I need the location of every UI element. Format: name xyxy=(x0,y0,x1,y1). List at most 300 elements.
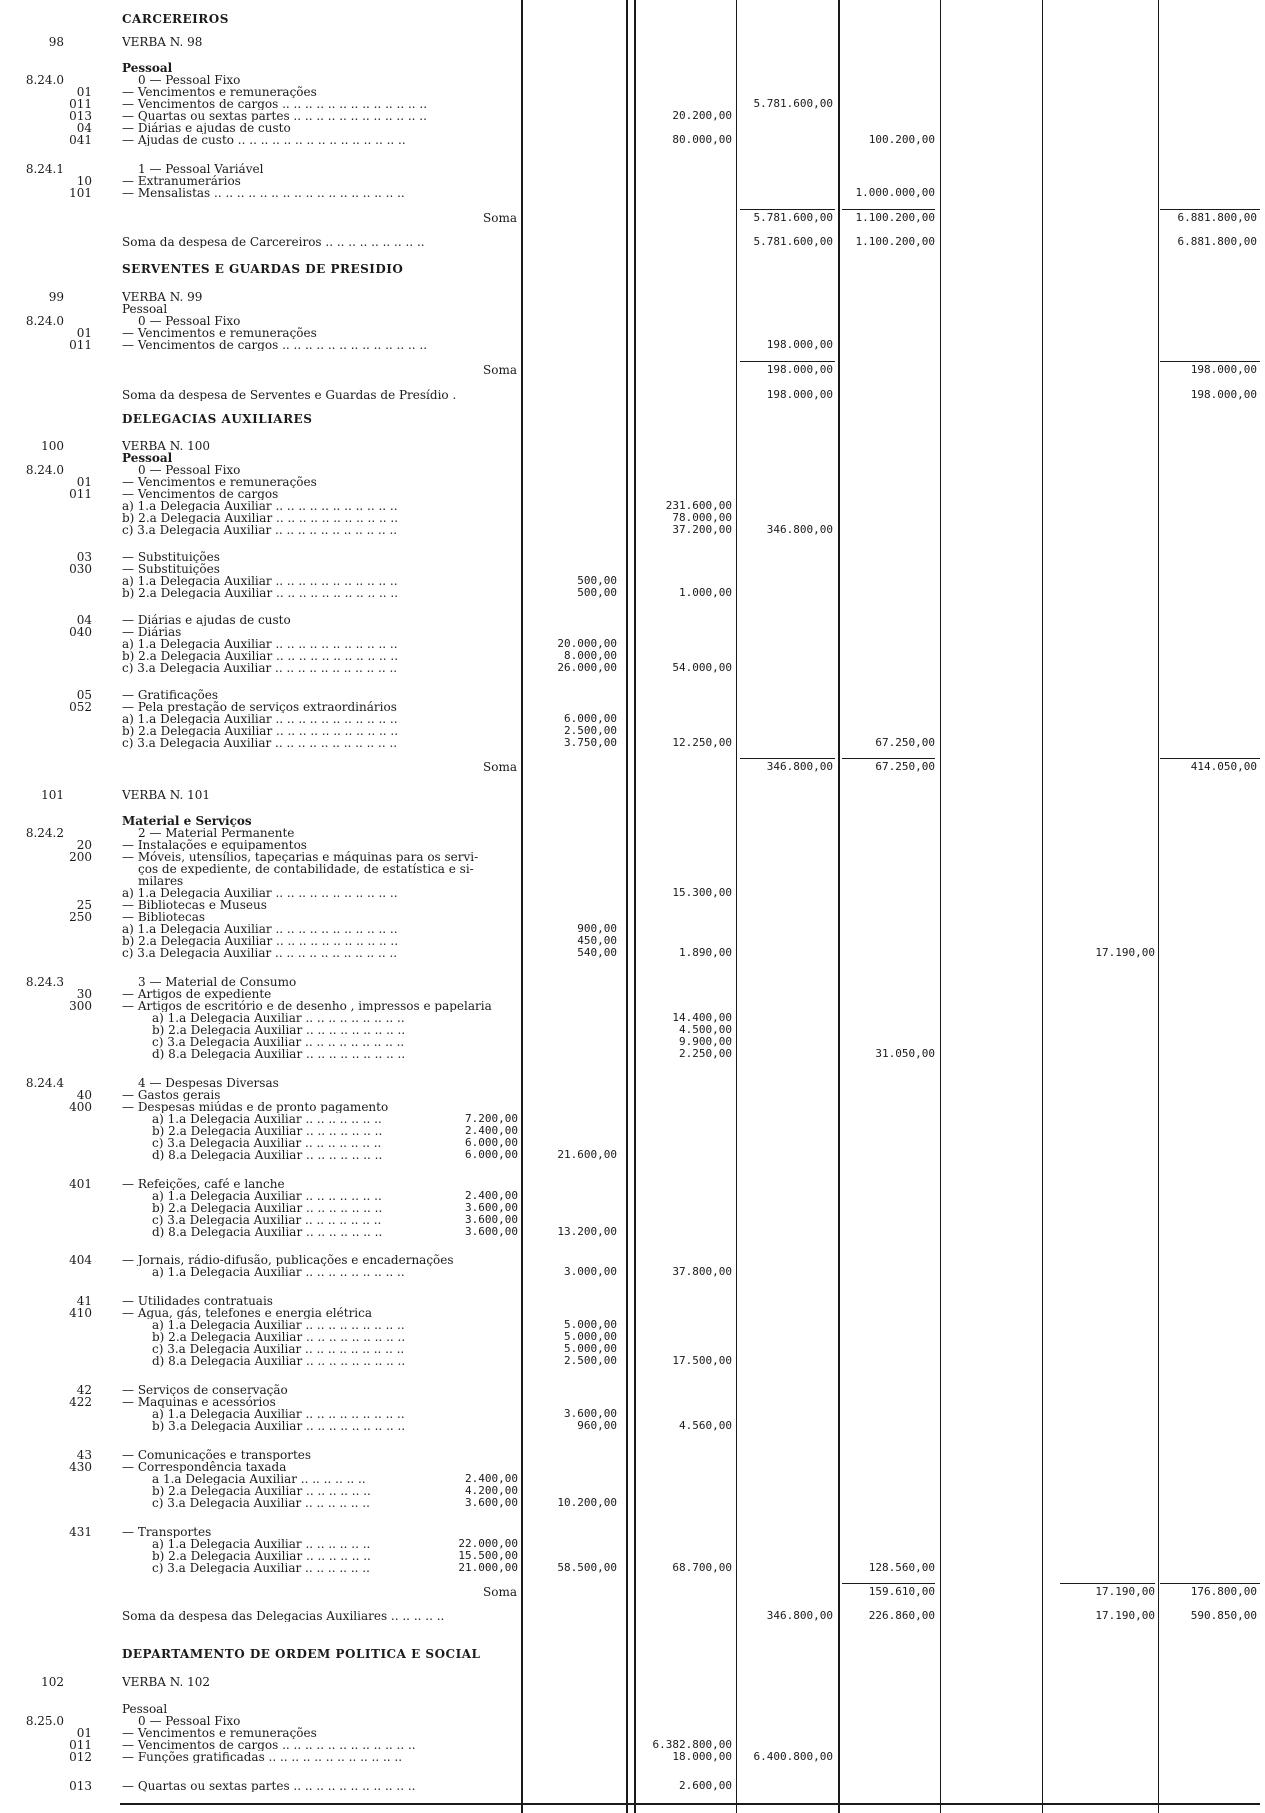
item-code: 25 xyxy=(76,898,92,912)
budget-row xyxy=(0,947,1265,959)
item-description: — Transportes xyxy=(122,1526,212,1538)
item-description: — Maquinas e acessórios xyxy=(122,1396,276,1408)
item-description: a) 1.a Delegacia Auxiliar .. .. .. .. .. .. xyxy=(152,1538,371,1550)
budget-row xyxy=(0,364,1265,376)
item-description: a) 1.a Delegacia Auxiliar .. .. .. .. .. .. .. .. .. .. .. xyxy=(122,638,398,650)
budget-row xyxy=(0,13,1265,25)
amount-cell: 198.000,00 xyxy=(1190,388,1257,401)
budget-row xyxy=(0,1550,1265,1562)
item-code: 41 xyxy=(76,1294,92,1308)
amount-cell: 2.400,00 xyxy=(465,1472,518,1485)
item-code: 300 xyxy=(69,999,92,1013)
budget-row xyxy=(0,1125,1265,1137)
amount-cell: 450,00 xyxy=(577,934,617,947)
item-code: 43 xyxy=(76,1448,92,1462)
amount-cell: 159.610,00 xyxy=(868,1585,935,1598)
budget-row xyxy=(0,1727,1265,1739)
item-description: — Vencimentos e remunerações xyxy=(122,327,317,339)
budget-row xyxy=(0,1178,1265,1190)
budget-row xyxy=(0,86,1265,98)
verba-code: 8.24.0 xyxy=(25,463,64,477)
budget-row xyxy=(0,1254,1265,1266)
sum-rule xyxy=(1160,758,1260,759)
item-description: — Vencimentos de cargos xyxy=(122,488,279,500)
amount-cell: 7.200,00 xyxy=(465,1112,518,1125)
amount-cell: 8.000,00 xyxy=(564,649,617,662)
budget-row xyxy=(0,701,1265,713)
amount-cell: 6.881.800,00 xyxy=(1177,211,1257,224)
item-description: b) 2.a Delegacia Auxiliar .. .. .. .. .. .. xyxy=(152,1550,371,1562)
item-code: 410 xyxy=(69,1306,92,1320)
verba-code: 8.24.3 xyxy=(25,975,64,989)
budget-row xyxy=(0,1461,1265,1473)
budget-row xyxy=(0,1408,1265,1420)
item-description: — Diárias xyxy=(122,626,182,638)
budget-row xyxy=(0,1485,1265,1497)
amount-cell: 198.000,00 xyxy=(766,338,833,351)
item-description: — Serviços de conservação xyxy=(122,1384,288,1396)
budget-row xyxy=(0,1137,1265,1149)
amount-cell: 3.600,00 xyxy=(465,1225,518,1238)
amount-cell: 2.400,00 xyxy=(465,1124,518,1137)
item-code: 431 xyxy=(69,1525,92,1539)
budget-row xyxy=(0,638,1265,650)
sum-rule xyxy=(740,209,835,210)
item-description: a 1.a Delegacia Auxiliar .. .. .. .. .. .. xyxy=(152,1473,366,1485)
amount-cell: 2.600,00 xyxy=(679,1779,732,1792)
amount-cell: 960,00 xyxy=(577,1419,617,1432)
item-description: — Artigos de escritório e de desenho , impressos e papelaria xyxy=(122,1000,492,1012)
amount-cell: 20.200,00 xyxy=(672,109,732,122)
amount-cell: 1.100.200,00 xyxy=(855,235,935,248)
amount-cell: 15.500,00 xyxy=(458,1549,518,1562)
amount-cell: 176.800,00 xyxy=(1190,1585,1257,1598)
amount-cell: 414.050,00 xyxy=(1190,760,1257,773)
amount-cell: 21.600,00 xyxy=(557,1148,617,1161)
budget-row xyxy=(0,1024,1265,1036)
item-description: ços de expediente, de contabilidade, de estatística e si- xyxy=(138,863,474,875)
budget-row xyxy=(0,737,1265,749)
budget-row xyxy=(0,236,1265,248)
budget-row xyxy=(0,1214,1265,1226)
budget-row xyxy=(0,212,1265,224)
budget-row xyxy=(0,440,1265,452)
item-code: 04 xyxy=(76,613,92,627)
sum-rule xyxy=(842,758,935,759)
amount-cell: 67.250,00 xyxy=(875,760,935,773)
budget-row xyxy=(0,887,1265,899)
amount-cell: 31.050,00 xyxy=(875,1047,935,1060)
item-description: a) 1.a Delegacia Auxiliar .. .. .. .. .. .. .. .. .. .. .. xyxy=(122,500,398,512)
verba-code: 8.24.0 xyxy=(25,314,64,328)
amount-cell: 231.600,00 xyxy=(665,499,732,512)
amount-cell: 9.900,00 xyxy=(679,1035,732,1048)
sum-rule xyxy=(1160,1583,1260,1584)
item-description: b) 2.a Delegacia Auxiliar .. .. .. .. .. .. .. xyxy=(152,1202,383,1214)
budget-row xyxy=(0,575,1265,587)
item-description: c) 3.a Delegacia Auxiliar .. .. .. .. .. .. .. .. .. .. .. xyxy=(122,947,398,959)
item-description: VERBA N. 99 xyxy=(122,291,203,303)
item-description: — Diárias e ajudas de custo xyxy=(122,614,291,626)
amount-cell: 5.000,00 xyxy=(564,1318,617,1331)
verba-code: 8.24.4 xyxy=(25,1076,64,1090)
budget-row xyxy=(0,98,1265,110)
item-code: 03 xyxy=(76,550,92,564)
budget-row xyxy=(0,524,1265,536)
amount-cell: 346.800,00 xyxy=(766,760,833,773)
amount-cell: 68.700,00 xyxy=(672,1561,732,1574)
item-code: 011 xyxy=(69,97,92,111)
budget-row xyxy=(0,62,1265,74)
item-description: c) 3.a Delegacia Auxiliar .. .. .. .. .. .. xyxy=(152,1497,370,1509)
item-description: — Quartas ou sextas partes .. .. .. .. .. .. .. .. .. .. .. .. xyxy=(122,110,427,122)
item-code: 04 xyxy=(76,121,92,135)
budget-row xyxy=(0,36,1265,48)
budget-row xyxy=(0,1089,1265,1101)
item-description: Material e Serviços xyxy=(122,815,252,827)
item-description: — Mensalistas .. .. .. .. .. .. .. .. .. .. .. .. .. .. .. .. .. xyxy=(122,187,405,199)
sum-rule xyxy=(1060,1583,1155,1584)
item-description: — Despesas miúdas e de pronto pagamento xyxy=(122,1101,389,1113)
amount-cell: 3.600,00 xyxy=(465,1201,518,1214)
item-description: b) 2.a Delegacia Auxiliar .. .. .. .. .. .. .. .. .. .. .. xyxy=(122,512,399,524)
item-description: 0 — Pessoal Fixo xyxy=(138,1715,241,1727)
item-description: — Agua, gás, telefones e energia elétrica xyxy=(122,1307,373,1319)
budget-row xyxy=(0,476,1265,488)
section-heading: DELEGACIAS AUXILIARES xyxy=(122,413,313,425)
amount-cell: 198.000,00 xyxy=(766,388,833,401)
item-description: Soma xyxy=(483,211,517,225)
sum-rule xyxy=(740,361,835,362)
item-description: — Jornais, rádio-difusão, publicações e encadernações xyxy=(122,1254,454,1266)
item-description: Soma xyxy=(483,760,517,774)
item-description: — Vencimentos e remunerações xyxy=(122,1727,317,1739)
budget-row xyxy=(0,1101,1265,1113)
item-description: a) 1.a Delegacia Auxiliar .. .. .. .. .. .. .. .. .. xyxy=(152,1408,405,1420)
amount-cell: 6.382.800,00 xyxy=(652,1738,732,1751)
budget-row xyxy=(0,339,1265,351)
item-description: b) 2.a Delegacia Auxiliar .. .. .. .. .. .. .. .. .. .. .. xyxy=(122,650,399,662)
amount-cell: 15.300,00 xyxy=(672,886,732,899)
item-description: — Comunicações e transportes xyxy=(122,1449,312,1461)
item-description: — Ajudas de custo .. .. .. .. .. .. .. .. .. .. .. .. .. .. .. xyxy=(122,134,406,146)
item-code: 401 xyxy=(69,1177,92,1191)
amount-cell: 346.800,00 xyxy=(766,1609,833,1622)
budget-row xyxy=(0,1113,1265,1125)
budget-row xyxy=(0,1202,1265,1214)
budget-row xyxy=(0,1703,1265,1715)
amount-cell: 10.200,00 xyxy=(557,1496,617,1509)
amount-cell: 900,00 xyxy=(577,922,617,935)
amount-cell: 5.781.600,00 xyxy=(753,211,833,224)
item-description: VERBA N. 102 xyxy=(122,1676,211,1688)
budget-row xyxy=(0,74,1265,86)
amount-cell: 500,00 xyxy=(577,574,617,587)
item-description: 3 — Material de Consumo xyxy=(138,976,297,988)
budget-row xyxy=(0,911,1265,923)
item-code: 052 xyxy=(69,700,92,714)
budget-row xyxy=(0,1319,1265,1331)
item-description: b) 2.a Delegacia Auxiliar .. .. .. .. .. .. .. .. .. .. .. xyxy=(122,935,399,947)
amount-cell: 4.500,00 xyxy=(679,1023,732,1036)
budget-row xyxy=(0,923,1265,935)
sum-rule xyxy=(740,758,835,759)
item-description: Soma xyxy=(483,363,517,377)
amount-cell: 5.781.600,00 xyxy=(753,235,833,248)
item-description: b) 2.a Delegacia Auxiliar .. .. .. .. .. .. .. .. .. xyxy=(152,1331,406,1343)
item-description: d) 8.a Delegacia Auxiliar .. .. .. .. .. .. .. xyxy=(152,1226,383,1238)
amount-cell: 3.600,00 xyxy=(465,1213,518,1226)
budget-row xyxy=(0,1586,1265,1598)
budget-row xyxy=(0,551,1265,563)
section-heading: SERVENTES E GUARDAS DE PRESÍDIO xyxy=(122,263,404,275)
item-description: — Bibliotecas e Museus xyxy=(122,899,267,911)
amount-cell: 5.000,00 xyxy=(564,1330,617,1343)
amount-cell: 17.190,00 xyxy=(1095,946,1155,959)
amount-cell: 6.881.800,00 xyxy=(1177,235,1257,248)
budget-row xyxy=(0,851,1265,863)
amount-cell: 67.250,00 xyxy=(875,736,935,749)
item-code: 250 xyxy=(69,910,92,924)
item-description: d) 8.a Delegacia Auxiliar .. .. .. .. .. .. .. .. .. xyxy=(152,1048,406,1060)
budget-row xyxy=(0,1751,1265,1763)
budget-row xyxy=(0,315,1265,327)
item-description: — Refeições, café e lanche xyxy=(122,1178,285,1190)
budget-row xyxy=(0,1190,1265,1202)
budget-row xyxy=(0,976,1265,988)
item-description: c) 3.a Delegacia Auxiliar .. .. .. .. .. .. .. .. .. .. .. xyxy=(122,737,398,749)
item-description: VERBA N. 101 xyxy=(122,789,211,801)
budget-row xyxy=(0,134,1265,146)
amount-cell: 100.200,00 xyxy=(868,133,935,146)
item-description: — Substituições xyxy=(122,563,220,575)
verba-code: 8.24.2 xyxy=(25,826,64,840)
bottom-rule xyxy=(120,1803,1260,1805)
budget-row xyxy=(0,1343,1265,1355)
item-code: 01 xyxy=(76,475,92,489)
item-description: — Quartas ou sextas partes .. .. .. .. .. .. .. .. .. .. .. xyxy=(122,1780,416,1792)
item-description: a) 1.a Delegacia Auxiliar .. .. .. .. .. .. .. xyxy=(152,1190,382,1202)
item-code: 011 xyxy=(69,338,92,352)
item-code: 05 xyxy=(76,688,92,702)
budget-row xyxy=(0,1562,1265,1574)
budget-row xyxy=(0,689,1265,701)
amount-cell: 58.500,00 xyxy=(557,1561,617,1574)
budget-row xyxy=(0,464,1265,476)
item-description: — Gastos gerais xyxy=(122,1089,221,1101)
budget-row xyxy=(0,1036,1265,1048)
verba-code: 101 xyxy=(41,788,64,802)
item-description: d) 8.a Delegacia Auxiliar .. .. .. .. .. .. .. xyxy=(152,1149,383,1161)
item-description: a) 1.a Delegacia Auxiliar .. .. .. .. .. .. .. .. .. xyxy=(152,1319,405,1331)
item-description: c) 3.a Delegacia Auxiliar .. .. .. .. .. .. .. .. .. .. .. xyxy=(122,662,398,674)
item-description: — Vencimentos de cargos .. .. .. .. .. .. .. .. .. .. .. .. .. xyxy=(122,98,428,110)
item-code: 200 xyxy=(69,850,92,864)
item-description: c) 3.a Delegacia Auxiliar .. .. .. .. .. .. .. .. .. xyxy=(152,1036,405,1048)
budget-row xyxy=(0,789,1265,801)
amount-cell: 198.000,00 xyxy=(1190,363,1257,376)
budget-row xyxy=(0,1226,1265,1238)
budget-row xyxy=(0,512,1265,524)
item-description: c) 3.a Delegacia Auxiliar .. .. .. .. .. .. .. xyxy=(152,1214,382,1226)
item-code: 101 xyxy=(69,186,92,200)
budget-row xyxy=(0,110,1265,122)
amount-cell: 3.000,00 xyxy=(564,1265,617,1278)
item-code: 011 xyxy=(69,1738,92,1752)
item-description: b) 2.a Delegacia Auxiliar .. .. .. .. .. .. .. xyxy=(152,1125,383,1137)
budget-row xyxy=(0,935,1265,947)
budget-row xyxy=(0,1676,1265,1688)
amount-cell: 80.000,00 xyxy=(672,133,732,146)
item-description: a) 1.a Delegacia Auxiliar .. .. .. .. .. .. .. .. .. .. .. xyxy=(122,923,398,935)
amount-cell: 2.250,00 xyxy=(679,1047,732,1060)
item-description: milares xyxy=(138,875,184,887)
item-description: Pessoal xyxy=(122,1703,168,1715)
amount-cell: 3.600,00 xyxy=(465,1496,518,1509)
budget-row xyxy=(0,650,1265,662)
amount-cell: 37.800,00 xyxy=(672,1265,732,1278)
amount-cell: 2.500,00 xyxy=(564,1354,617,1367)
budget-row xyxy=(0,1780,1265,1792)
amount-cell: 20.000,00 xyxy=(557,637,617,650)
budget-row xyxy=(0,1538,1265,1550)
amount-cell: 500,00 xyxy=(577,586,617,599)
amount-cell: 18.000,00 xyxy=(672,1750,732,1763)
budget-row xyxy=(0,327,1265,339)
item-description: — Diárias e ajudas de custo xyxy=(122,122,291,134)
amount-cell: 1.000,00 xyxy=(679,586,732,599)
item-code: 404 xyxy=(69,1253,92,1267)
budget-row xyxy=(0,303,1265,315)
budget-row xyxy=(0,1077,1265,1089)
section-heading: CARCEREIROS xyxy=(122,13,229,25)
budget-row xyxy=(0,1384,1265,1396)
section-heading: DEPARTAMENTO DE ORDEM POLITICA E SOCIAL xyxy=(122,1648,481,1660)
item-description: a) 1.a Delegacia Auxiliar .. .. .. .. .. .. .. .. .. .. .. xyxy=(122,713,398,725)
sum-rule xyxy=(842,1583,935,1584)
item-description: — Móveis, utensílios, tapeçarias e máquinas para os servi- xyxy=(122,851,479,863)
amount-cell: 78.000,00 xyxy=(672,511,732,524)
item-code: 011 xyxy=(69,487,92,501)
item-code: 013 xyxy=(69,109,92,123)
verba-code: 99 xyxy=(48,290,64,304)
amount-cell: 346.800,00 xyxy=(766,523,833,536)
amount-cell: 1.000.000,00 xyxy=(855,186,935,199)
amount-cell: 128.560,00 xyxy=(868,1561,935,1574)
item-code: 041 xyxy=(69,133,92,147)
amount-cell: 17.500,00 xyxy=(672,1354,732,1367)
verba-code: 102 xyxy=(41,1675,64,1689)
item-description: 0 — Pessoal Fixo xyxy=(138,315,241,327)
budget-row xyxy=(0,563,1265,575)
amount-cell: 54.000,00 xyxy=(672,661,732,674)
budget-row xyxy=(0,1048,1265,1060)
amount-cell: 17.190,00 xyxy=(1095,1609,1155,1622)
budget-row xyxy=(0,713,1265,725)
budget-row xyxy=(0,614,1265,626)
item-code: 10 xyxy=(76,174,92,188)
sum-rule xyxy=(1160,361,1260,362)
item-code: 20 xyxy=(76,838,92,852)
budget-row xyxy=(0,587,1265,599)
amount-cell: 22.000,00 xyxy=(458,1537,518,1550)
amount-cell: 37.200,00 xyxy=(672,523,732,536)
budget-row xyxy=(0,175,1265,187)
budget-row xyxy=(0,1266,1265,1278)
item-code: 30 xyxy=(76,987,92,1001)
amount-cell: 4.560,00 xyxy=(679,1419,732,1432)
verba-code: 8.24.1 xyxy=(25,162,64,176)
budget-row xyxy=(0,389,1265,401)
item-description: c) 3.a Delegacia Auxiliar .. .. .. .. .. .. .. .. .. xyxy=(152,1343,405,1355)
budget-row xyxy=(0,815,1265,827)
amount-cell: 17.190,00 xyxy=(1095,1585,1155,1598)
budget-row xyxy=(0,1295,1265,1307)
budget-row xyxy=(0,1526,1265,1538)
item-description: Soma da despesa de Carcereiros .. .. .. .. .. .. .. .. .. xyxy=(122,236,425,248)
item-description: — Vencimentos de cargos .. .. .. .. .. .. .. .. .. .. .. .. .. xyxy=(122,339,428,351)
item-code: 400 xyxy=(69,1100,92,1114)
budget-row xyxy=(0,1000,1265,1012)
item-description: 1 — Pessoal Variável xyxy=(138,163,264,175)
item-description: b) 3.a Delegacia Auxiliar .. .. .. .. .. .. .. .. .. xyxy=(152,1420,406,1432)
amount-cell: 2.500,00 xyxy=(564,724,617,737)
item-description: — Correspondência taxada xyxy=(122,1461,287,1473)
item-description: — Instalações e equipamentos xyxy=(122,839,307,851)
budget-row xyxy=(0,1355,1265,1367)
item-description: 0 — Pessoal Fixo xyxy=(138,74,241,86)
item-description: VERBA N. 100 xyxy=(122,440,211,452)
item-description: — Utilidades contratuais xyxy=(122,1295,273,1307)
item-code: 40 xyxy=(76,1088,92,1102)
item-description: VERBA N. 98 xyxy=(122,36,203,48)
item-description: — Gratificações xyxy=(122,689,219,701)
item-code: 012 xyxy=(69,1750,92,1764)
budget-row xyxy=(0,500,1265,512)
item-description: — Pela prestação de serviços extraordinários xyxy=(122,701,397,713)
amount-cell: 6.000,00 xyxy=(564,712,617,725)
sum-rule xyxy=(842,209,935,210)
amount-cell: 14.400,00 xyxy=(672,1011,732,1024)
budget-row xyxy=(0,122,1265,134)
item-description: a) 1.a Delegacia Auxiliar .. .. .. .. .. .. .. xyxy=(152,1113,382,1125)
amount-cell: 1.890,00 xyxy=(679,946,732,959)
item-code: 01 xyxy=(76,85,92,99)
item-description: — Vencimentos e remunerações xyxy=(122,476,317,488)
item-description: — Vencimentos de cargos .. .. .. .. .. .. .. .. .. .. .. .. xyxy=(122,1739,416,1751)
item-code: 01 xyxy=(76,326,92,340)
item-description: Soma da despesa das Delegacias Auxiliares .. .. .. .. .. xyxy=(122,1610,445,1622)
amount-cell: 6.400.800,00 xyxy=(753,1750,833,1763)
item-description: d) 8.a Delegacia Auxiliar .. .. .. .. .. .. .. .. .. xyxy=(152,1355,406,1367)
item-description: — Substituições xyxy=(122,551,220,563)
item-code: 040 xyxy=(69,625,92,639)
item-description: 0 — Pessoal Fixo xyxy=(138,464,241,476)
amount-cell: 2.400,00 xyxy=(465,1189,518,1202)
amount-cell: 5.000,00 xyxy=(564,1342,617,1355)
budget-row xyxy=(0,1396,1265,1408)
budget-row xyxy=(0,1648,1265,1660)
budget-row xyxy=(0,899,1265,911)
budget-row xyxy=(0,988,1265,1000)
amount-cell: 3.750,00 xyxy=(564,736,617,749)
budget-row xyxy=(0,163,1265,175)
item-description: Soma da despesa de Serventes e Guardas de Presídio . xyxy=(122,389,457,401)
amount-cell: 226.860,00 xyxy=(868,1609,935,1622)
verba-code: 98 xyxy=(48,35,64,49)
item-code: 42 xyxy=(76,1383,92,1397)
item-code: 01 xyxy=(76,1726,92,1740)
